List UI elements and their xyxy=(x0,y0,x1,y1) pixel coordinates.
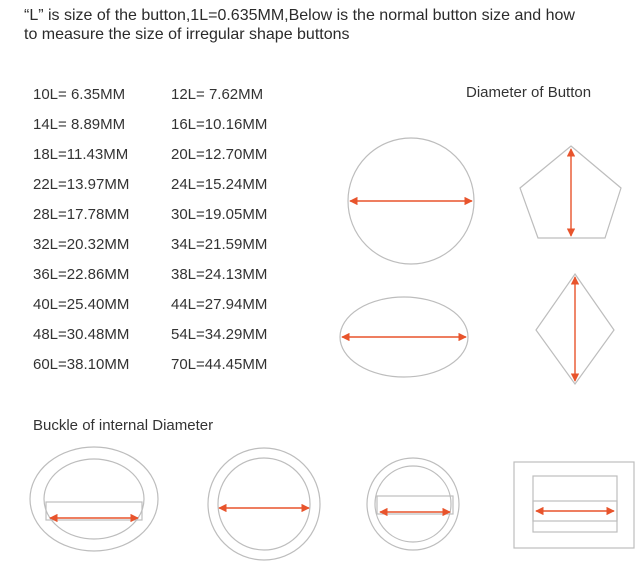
size-entry: 30L=19.05MM xyxy=(171,206,268,223)
size-entry: 32L=20.32MM xyxy=(33,236,130,253)
size-entry: 60L=38.10MM xyxy=(33,356,130,373)
size-entry: 36L=22.86MM xyxy=(33,266,130,283)
size-entry: 14L= 8.89MM xyxy=(33,116,126,133)
size-entry: 40L=25.40MM xyxy=(33,296,130,313)
size-entry: 54L=34.29MM xyxy=(171,326,268,343)
buckle-oval-inner xyxy=(44,459,144,539)
buckle-circle-inner xyxy=(218,458,310,550)
size-entry: 18L=11.43MM xyxy=(33,146,129,163)
size-entry: 34L=21.59MM xyxy=(171,236,268,253)
size-entry: 48L=30.48MM xyxy=(33,326,130,343)
header-line-2: to measure the size of irregular shape buttons xyxy=(24,26,350,43)
buckle-title: Buckle of internal Diameter xyxy=(33,417,214,434)
size-entry: 16L=10.16MM xyxy=(171,116,268,133)
size-entry: 70L=44.45MM xyxy=(171,356,268,373)
header-line-1: “L” is size of the button,1L=0.635MM,Below is the normal button size and how xyxy=(24,7,575,24)
size-entry: 44L=27.94MM xyxy=(171,296,268,313)
size-entry: 10L= 6.35MM xyxy=(33,86,126,103)
buckle-oval-outer xyxy=(30,447,158,551)
size-entry: 20L=12.70MM xyxy=(171,146,268,163)
buckle-circle-outer xyxy=(208,448,320,560)
size-entry: 38L=24.13MM xyxy=(171,266,268,283)
diameter-title: Diameter of Button xyxy=(466,84,592,101)
size-entry: 24L=15.24MM xyxy=(171,176,268,193)
size-entry: 12L= 7.62MM xyxy=(171,86,264,103)
buckle-square-outer xyxy=(514,462,634,548)
size-entry: 28L=17.78MM xyxy=(33,206,130,223)
buckle-square-inner xyxy=(533,476,617,532)
size-entry: 22L=13.97MM xyxy=(33,176,130,193)
buckle-ring-outer xyxy=(367,458,459,550)
buckle-ring-inner xyxy=(375,466,451,542)
